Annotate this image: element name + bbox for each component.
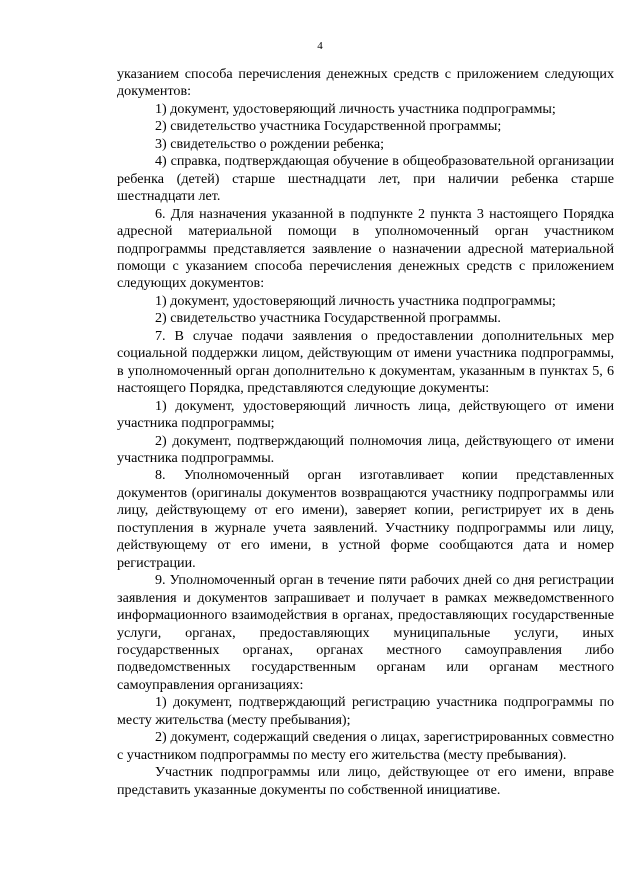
document-body — [117, 66, 614, 799]
paragraph: 2) документ, подтверждающий полномочия лица, действующего от имени участника подпрограммы. — [117, 432, 614, 466]
paragraph: указанием способа перечисления денежных средств с приложением следующих документов: — [117, 66, 614, 100]
paragraph: 1) документ, удостоверяющий личность участника подпрограммы; — [155, 292, 556, 309]
paragraph: 1) документ, удостоверяющий личность лица, действующего от имени участника подпрограммы; — [117, 397, 614, 432]
paragraph: Участник подпрограммы или лицо, действующее от его имени, вправе представить указанные документы по собственной инициативе. — [117, 764, 614, 798]
paragraph: 2) свидетельство участника Государственной программы. — [155, 310, 501, 327]
paragraph: 8. Уполномоченный орган изготавливает копии представленных документов (оригиналы документов возвращаются участнику подпрограммы или лицу, действующему от его имени), заверяет копии, регистрирует их в день поступления в журнале учета заявлений. Участнику подпрограммы или лицу, действующему от его имени, в устной форме сообщаются дата и номер регистрации. — [117, 467, 614, 571]
paragraph: 2) свидетельство участника Государственной программы; — [155, 118, 502, 135]
paragraph: 7. В случае подачи заявления о предоставлении дополнительных мер социальной поддержки лицом, действующим от имени участника подпрограммы, в уполномоченный орган дополнительно к документам, указанным в пунктах 5, 6 настоящего Порядка, представляются следующие документы: — [117, 327, 614, 397]
paragraph: 2) документ, содержащий сведения о лицах, зарегистрированных совместно с участником подпрограммы по месту его жительства (месту пребывания). — [117, 729, 614, 763]
paragraph: 1) документ, удостоверяющий личность участника подпрограммы; — [155, 100, 556, 117]
page-number: 4 — [317, 40, 323, 52]
paragraph: 6. Для назначения указанной в подпункте 2 пункта 3 настоящего Порядка адресной материальной помощи в уполномоченный орган участником подпрограммы представляется заявление о назначении адресной материальной помощи с указанием способа перечисления денежных средств с приложением следующих документов: — [117, 205, 614, 292]
paragraph: 9. Уполномоченный орган в течение пяти рабочих дней со дня регистрации заявления и документов запрашивает и получает в рамках межведомственного информационного взаимодействия в органах, предоставляющих государственные услуги, органах, предоставляющих муниципальные услуги, иных государственных органах, органах местного самоуправления либо подведомственных государственным органам или органам местного самоуправления организациях: — [117, 572, 614, 693]
paragraph: 1) документ, подтверждающий регистрацию участника подпрограммы по месту жительства (месту пребывания); — [117, 694, 614, 728]
paragraph: 4) справка, подтверждающая обучение в общеобразовательной организации ребенка (детей) старше шестнадцати лет, при наличии ребенка старше шестнадцати лет. — [117, 153, 614, 205]
paragraph: 3) свидетельство о рождении ребенка; — [155, 135, 385, 152]
